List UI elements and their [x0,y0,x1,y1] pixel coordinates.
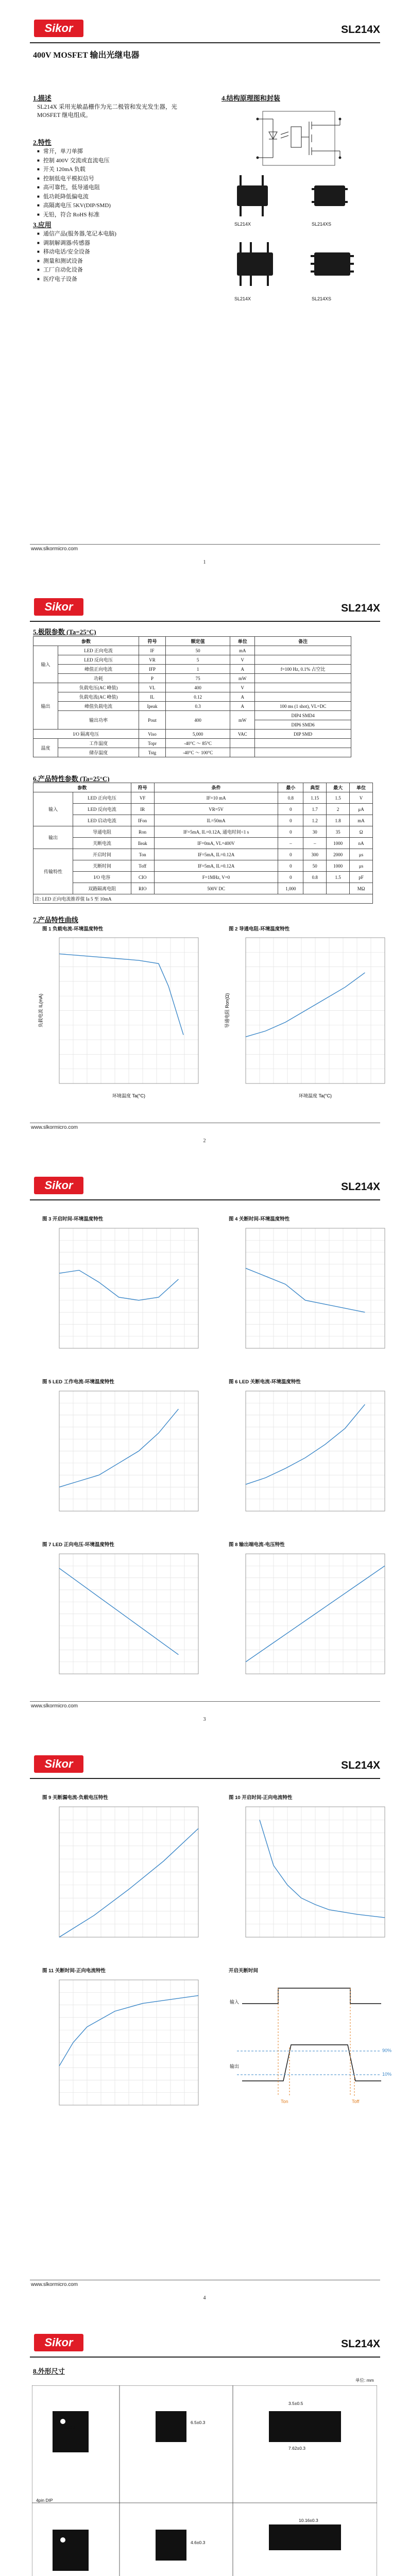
list-item: ■ 调制解调器/传感器 [37,239,202,248]
group-label: 温度 [33,739,58,757]
cell: VR [139,655,166,665]
cell: Toff [131,860,154,872]
cell: VR=5V [154,804,278,815]
table-header: 单位 [350,783,373,792]
timing-label-input: 输入 [230,1999,240,2005]
series-line [260,1820,385,1918]
cell: 0.8 [278,792,303,804]
figure-caption: 图 4 关断时间-环境温度特性 [229,1216,290,1222]
y-axis-label: 导通电阻 Ron(Ω) [225,993,230,1028]
group-label: 传输特性 [33,849,73,894]
cell: 峰值正向电流 [58,665,139,674]
cell: DIP4 SMD4 [255,711,351,720]
table-header: 最小 [278,783,303,792]
page-title: 400V MOSFET 输出光继电器 [33,51,140,60]
cell: pF [350,872,373,883]
footer-url[interactable]: www.slkormicro.com [31,1703,78,1709]
cell: V [230,655,255,665]
cell [255,739,351,748]
elec-table [33,783,373,904]
table-header: 单位 [230,637,255,646]
cell: -40°C ～ 100°C [165,748,230,757]
cell: 负载电压(AC 峰值) [58,683,139,692]
cell: 1000 [327,860,350,872]
cell: 0 [278,804,303,815]
cell: 1 [165,665,230,674]
cell: LED 正向电压 [73,792,131,804]
cell: mA [350,815,373,826]
cell: IL=50mA [154,815,278,826]
pkg-label: SL214XS [312,296,332,301]
timing-label-output: 输出 [230,2064,240,2069]
cell: 300 [303,849,327,860]
abs-max-table [33,636,351,757]
cell [255,646,351,655]
logo: Sikor [34,598,83,616]
list-item: ■ 移动电话/安全设备 [37,248,202,257]
cell: IF=0mA, VL=400V [154,838,278,849]
table-note: 注: LED 正向电流推荐值 Ia 5 至 10mA [33,894,373,904]
figure-caption: 图 7 LED 正向电压-环境温度特性 [42,1542,114,1548]
series-line [59,1270,178,1300]
chart-1 [36,931,206,1101]
series-line [246,1404,365,1484]
cell: A [230,665,255,674]
section-features: 2.特性 [33,139,52,146]
list-item: ■ 控制低电平模拟信号 [37,175,202,184]
cell: mW [230,711,255,730]
list-item: ■ 无铅，符合 RoHS 标准 [37,211,202,220]
cell: DIP SMD [255,730,351,739]
part-number: SL214X [341,24,380,36]
chart-3 [36,1222,206,1366]
cell: 双路隔离电阻 [73,883,131,894]
chart-2 [223,931,393,1101]
chart-7 [36,1548,206,1692]
footer-url[interactable]: www.slkormicro.com [31,1125,78,1130]
cell: 开启时间 [73,849,131,860]
table-header: 备注 [255,637,351,646]
dimension: 6.5±0.3 [191,2420,206,2425]
cell: mW [230,674,255,683]
application-list [37,230,202,284]
schematic-diagram [242,106,355,171]
logo: Sikor [34,2334,83,2351]
timing-label-10: 10% [382,2072,392,2077]
section-description: 1.描述 [33,94,52,102]
cell: Ipeak [139,702,166,711]
cell: 1.5 [327,872,350,883]
cell: Tstg [139,748,166,757]
cell: 导通电阻 [73,826,131,838]
cell: Ron [131,826,154,838]
cell: LED 启动电流 [73,815,131,826]
dimension: 4.6±0.3 [61,2425,76,2430]
cell: 0 [278,826,303,838]
cell: MΩ [350,883,373,894]
outline-drawings [32,2385,377,2576]
cell: f=100 Hz, 0.1% 占空比 [255,665,351,674]
cell: 1.5 [327,792,350,804]
timing-diagram [227,1978,391,2107]
cell [303,883,327,894]
chart-8 [223,1548,393,1692]
cell: 0.12 [165,692,230,702]
x-axis-label: 环境温度 Ta(°C) [298,1093,332,1098]
cell: 1.8 [327,815,350,826]
footer-rule [30,544,380,545]
figure-caption: 图 8 输出端电流-电压特性 [229,1542,285,1548]
header-rule [30,1199,380,1200]
figure-caption: 图 2 导通电阻-环境温度特性 [229,926,290,932]
cell [255,674,351,683]
cell: Ileak [131,838,154,849]
cell: IF=5mA, IL=0.12A, 通电时间<1 s [154,826,278,838]
cell: IF=10 mA [154,792,278,804]
cell: 400 [165,683,230,692]
cell: IFon [131,815,154,826]
cell: 0.8 [303,872,327,883]
cell: 75 [165,674,230,683]
cell [255,748,351,757]
cell: 储存温度 [58,748,139,757]
cell: A [230,702,255,711]
cell: LED 反向电流 [73,804,131,815]
list-item: ■ 开关 120mA 负载 [37,165,202,175]
timing-label-ton: Ton [281,2099,288,2104]
logo: Sikor [34,1755,83,1773]
chart-11 [36,1974,206,2123]
dimension: 10.16±0.3 [299,2518,318,2523]
cell: 35 [327,826,350,838]
cell: Pout [139,711,166,730]
series-line [59,1409,178,1487]
cell: 输出功率 [58,711,139,730]
cell: VL [139,683,166,692]
cell: 5,000 [165,730,230,739]
timing-label-90: 90% [382,2048,392,2053]
cell: mA [230,646,255,655]
cell: IF=5mA, IL=0.12A [154,860,278,872]
pkg-label: SL214X [234,296,251,301]
cell: 1,000 [278,883,303,894]
cell: LED 正向电流 [58,646,139,655]
list-item: ■ 通信产品(服务器,笔记本电脑) [37,230,202,239]
outline-title: 8.外形尺寸 [33,2367,65,2375]
cell: 500V DC [154,883,278,894]
cell: 100 ms (1 shot), VL=DC [255,702,351,711]
cell: CIO [131,872,154,883]
cell: μs [350,849,373,860]
cell: 1.7 [303,804,327,815]
figure-caption: 图 11 关断时间-正向电流特性 [42,1968,106,1974]
cell: IF=5mA, IL=0.12A [154,849,278,860]
cell: DIP6 SMD6 [255,720,351,730]
figure-caption: 图 5 LED 工作电流-环境温度特性 [42,1379,114,1385]
part-number: SL214X [341,1181,380,1193]
cell: 0 [278,860,303,872]
footer-url[interactable]: www.slkormicro.com [31,2282,78,2287]
dimension: 7.62±0.3 [288,2446,306,2451]
cell [255,692,351,702]
cell: 5 [165,655,230,665]
list-item: ■ 测量和测试设备 [37,257,202,266]
cell: 0 [278,849,303,860]
header-rule [30,2357,380,2358]
cell: IFP [139,665,166,674]
cell: VF [131,792,154,804]
chart-4 [223,1222,393,1366]
section-applications: 3.应用 [33,221,52,229]
figure-caption: 开启关断时间 [229,1968,259,1974]
cell [230,739,255,748]
timing-label-toff: Toff [352,2099,360,2104]
pkg-label: SL214X [234,222,251,227]
unit-label: 单位: mm [355,2378,374,2383]
page-3 [0,1157,409,1736]
package-photos [227,175,381,309]
cell: 1.15 [303,792,327,804]
cell: 50 [303,860,327,872]
cell: I/O 电容 [73,872,131,883]
logo: Sikor [34,20,83,37]
group-label: 输入 [33,646,58,683]
cell: 0 [278,872,303,883]
cell: RIO [131,883,154,894]
chart-5 [36,1385,206,1529]
page-number: 4 [203,2295,206,2301]
cell: – [278,838,303,849]
curve-title: 7.产品特性曲线 [33,916,78,924]
x-axis-label: 环境温度 Ta(°C) [112,1093,146,1098]
elec-title: 6.产品特性参数 (Ta=25°C) [33,775,110,783]
cell: 2000 [327,849,350,860]
table-header: 符号 [131,783,154,792]
cell: μA [350,804,373,815]
chart-9 [36,1801,206,1955]
page-1 [0,0,409,579]
pkg-label: SL214XS [312,222,332,227]
page-number: 1 [203,560,206,565]
figure-caption: 图 6 LED 关断电流-环境温度特性 [229,1379,301,1385]
list-item: ■ 常开，单刀单掷 [37,147,202,157]
series-line [246,973,365,1037]
cell: Ton [131,849,154,860]
cell: Viso [139,730,166,739]
cell: 关断时间 [73,860,131,872]
list-item: ■ 控制 400V 交流或直流电压 [37,157,202,166]
figure-caption: 图 9 关断漏电流-负载电压特性 [42,1795,108,1801]
list-item: ■ 低功耗降低偏电流 [37,193,202,202]
table-header: 参数 [33,637,139,646]
y-axis-label: 负载电流 IL(mA) [38,993,43,1028]
chart-10 [223,1801,393,1955]
cell: IR [131,804,154,815]
cell: IF [139,646,166,655]
cell: Topr [139,739,166,748]
abs-max-title: 5.极限参数 (Ta=25°C) [33,628,96,636]
cell: 1000 [327,838,350,849]
page-5 [0,2314,409,2576]
page-number: 2 [203,1138,206,1144]
cell: IL [139,692,166,702]
page-4 [0,1736,409,2314]
cell: 关断电流 [73,838,131,849]
cell: 2 [327,804,350,815]
header-rule [30,1778,380,1779]
cell: 峰值负载电流 [58,702,139,711]
cell: V [230,683,255,692]
series-line [59,954,183,1035]
cell: V [350,792,373,804]
cell: nA [350,838,373,849]
figure-caption: 图 10 开启时间-正向电流特性 [229,1795,293,1801]
list-item: ■ 高隔离电压 5KV(DIP/SMD) [37,201,202,211]
series-line [246,1268,365,1312]
dimension: 4.6±0.3 [191,2540,206,2545]
header-rule [30,42,380,43]
cell: I/O 隔离电压 [33,730,139,739]
table-header: 条件 [154,783,278,792]
cell [230,748,255,757]
description-text: SL214X 采用光敏晶栅作为光二极管和发光发生器，光 MOSFET 继电组成。 [37,104,177,118]
part-number: SL214X [341,2338,380,2350]
group-label: 输出 [33,683,58,730]
table-header: 符号 [139,637,166,646]
cell [255,655,351,665]
cell: 50 [165,646,230,655]
figure-caption: 图 3 开启时间-环境温度特性 [42,1216,104,1222]
section-structure: 4.结构原理图和封装 [221,94,280,102]
cell [327,883,350,894]
cell: 1.2 [303,815,327,826]
chart-6 [223,1385,393,1529]
list-item: ■ 医疗电子设备 [37,275,202,284]
cell: 30 [303,826,327,838]
cell: 功耗 [58,674,139,683]
footer-rule [30,1701,380,1702]
cell: – [303,838,327,849]
part-number: SL214X [341,602,380,614]
header-rule [30,621,380,622]
cell: LED 反向电压 [58,655,139,665]
pkg-name: 4pin DIP [36,2498,53,2503]
table-header: 参数 [33,783,131,792]
page-number: 3 [203,1717,206,1722]
feature-list [37,147,202,219]
cell: F=1MHz, V=0 [154,872,278,883]
table-header: 典型 [303,783,327,792]
dimension: 3.5±0.5 [288,2401,303,2406]
list-item: ■ 工厂自动化设备 [37,266,202,275]
cell: 负载电流(AC 峰值) [58,692,139,702]
figure-caption: 图 1 负载电流-环境温度特性 [42,926,104,932]
table-header: 最大 [327,783,350,792]
group-label: 输入 [33,792,73,826]
cell: VAC [230,730,255,739]
cell: A [230,692,255,702]
cell: Ω [350,826,373,838]
part-number: SL214X [341,1759,380,1771]
table-header: 额定值 [165,637,230,646]
logo: Sikor [34,1177,83,1194]
footer-url[interactable]: www.slkormicro.com [31,546,78,552]
list-item: ■ 高可靠性，低导通电阻 [37,183,202,193]
cell: 0.3 [165,702,230,711]
cell [255,683,351,692]
cell: μs [350,860,373,872]
cell: 工作温度 [58,739,139,748]
group-label: 输出 [33,826,73,849]
cell: 400 [165,711,230,730]
page-2 [0,579,409,1157]
cell: -40°C ～ 85°C [165,739,230,748]
cell: P [139,674,166,683]
cell: 0 [278,815,303,826]
